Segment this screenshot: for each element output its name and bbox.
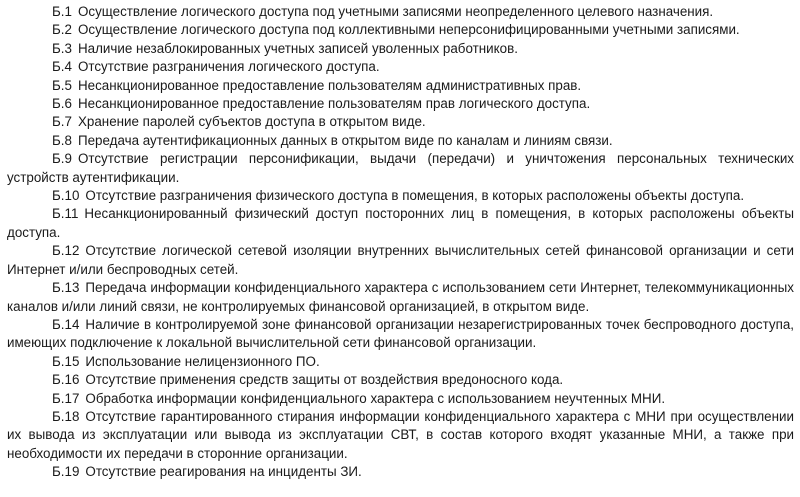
item-text: Наличие незаблокированных учетных записей уволенных работников. [77, 40, 518, 56]
item-code: Б.13 [52, 280, 80, 296]
list-item [7, 316, 794, 353]
list-item [7, 463, 794, 481]
list-item [7, 113, 794, 131]
item-code: Б.17 [52, 390, 80, 406]
item-code: Б.11 [52, 206, 79, 222]
item-code: Б.3 [52, 40, 72, 56]
item-text: Несанкционированное предоставление пользователям прав логического доступа. [77, 96, 591, 112]
list-item [7, 205, 794, 242]
item-text: Осуществление логического доступа под учетными записями неопределенного целевого назначения. [77, 4, 714, 19]
list-item [7, 150, 794, 187]
item-text: Отсутствие гарантированного стирания информации конфиденциального характера с МНИ при осуществлении их вывода из эксплуатации или вывода из эксплуатации СВТ, в состав которого входят указанные МНИ, а также при необходимости их передачи в сторонние организации. [7, 408, 794, 461]
item-text: Наличие в контролируемой зоне финансовой организации незарегистрированных точек беспроводного доступа, имеющих подключение к локальной вычислительной сети финансовой организации. [7, 316, 794, 351]
list-item [7, 77, 794, 95]
item-text: Обработка информации конфиденциального характера с использованием неучтенных МНИ. [85, 390, 666, 406]
item-code: Б.19 [52, 464, 80, 480]
list-item [7, 353, 794, 371]
item-text: Отсутствие регистрации персонификации, выдачи (передачи) и уничтожения персональных технических устройств аутентификации. [7, 151, 794, 185]
item-code: Б.18 [52, 408, 80, 424]
item-code: Б.5 [52, 77, 72, 93]
item-code: Б.8 [52, 132, 72, 148]
item-code: Б.6 [52, 96, 72, 112]
item-code: Б.16 [52, 372, 80, 388]
list-item [7, 408, 794, 463]
list-item [7, 21, 794, 39]
item-code: Б.10 [52, 188, 80, 204]
item-text: Передача информации конфиденциального характера с использованием сети Интернет, телекоммуникационных каналов и/или линий связи, не контролируемых финансовой организацией, в открытом виде. [7, 280, 794, 314]
list-item [7, 58, 794, 76]
item-text: Хранение паролей субъектов доступа в открытом виде. [77, 114, 426, 130]
item-code: Б.12 [52, 243, 80, 259]
list-item [7, 242, 794, 279]
item-text: Несанкционированный физический доступ посторонних лиц в помещения, в которых расположены объекты доступа. [7, 206, 794, 240]
item-text: Осуществление логического доступа под коллективными неперсонифицированными учетными записями. [77, 22, 740, 38]
item-text: Отсутствие логической сетевой изоляции внутренних вычислительных сетей финансовой организации и сети Интернет и/или беспроводных сетей. [7, 243, 794, 277]
list-item [7, 279, 794, 316]
item-text: Использование нелицензионного ПО. [85, 353, 320, 369]
item-code: Б.14 [52, 316, 80, 332]
item-code: Б.7 [52, 114, 72, 130]
list-item [7, 132, 794, 150]
item-code: Б.2 [52, 22, 72, 38]
item-text: Отсутствие разграничения физического доступа в помещения, в которых расположены объекты доступа. [85, 188, 745, 204]
list-item [7, 40, 794, 58]
item-text: Отсутствие реагирования на инциденты ЗИ. [85, 464, 362, 480]
item-text: Отсутствие применения средств защиты от воздействия вредоносного кода. [85, 372, 564, 388]
item-code: Б.9 [52, 151, 72, 167]
item-text: Несанкционированное предоставление пользователям административных прав. [77, 77, 582, 93]
list-item [7, 390, 794, 408]
list-item [7, 95, 794, 113]
list-item [7, 187, 794, 205]
item-code: Б.4 [52, 59, 72, 75]
item-text: Отсутствие разграничения логического доступа. [77, 59, 380, 75]
item-text: Передача аутентификационных данных в открытом виде по каналам и линиям связи. [77, 132, 613, 148]
list-item [7, 3, 794, 21]
list-item [7, 371, 794, 389]
item-code: Б.1 [52, 4, 72, 19]
item-code: Б.15 [52, 353, 80, 369]
